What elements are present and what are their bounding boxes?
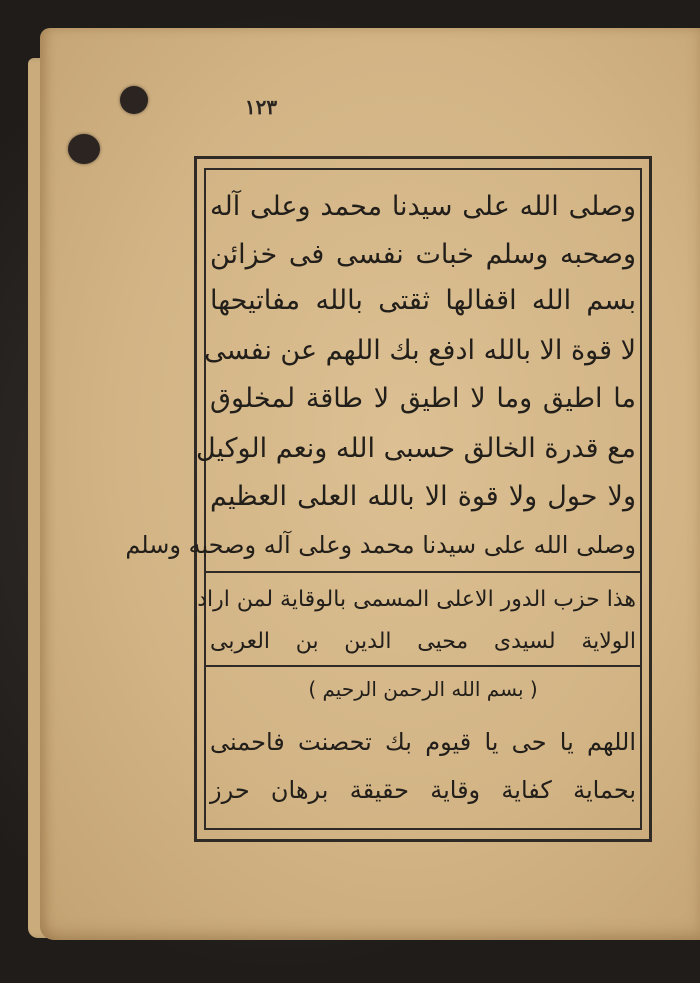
prayer-line-3: بسم الله اقفالها ثقتى بالله مفاتيحها xyxy=(210,285,636,316)
heading-line-1: هذا حزب الدور الاعلى المسمى بالوقاية لمن اراد xyxy=(197,587,636,612)
prayer-line-6: مع قدرة الخالق حسبى الله ونعم الوكيل xyxy=(196,433,636,464)
prayer-line-2: وصحبه وسلم خبات نفسى فى خزائن xyxy=(210,239,636,270)
closing-line-1: اللهم يا حى يا قيوم بك تحصنت فاحمنى xyxy=(210,728,636,756)
prayer-line-8: وصلى الله على سيدنا محمد وعلى آله وصحبه وسلم xyxy=(125,531,636,559)
prayer-line-4: لا قوة الا بالله ادفع بك اللهم عن نفسى xyxy=(204,335,636,366)
binding-hole-bottom xyxy=(68,134,100,164)
prayer-line-1: وصلى الله على سيدنا محمد وعلى آله xyxy=(210,191,636,222)
page-number: ١٢٣ xyxy=(244,95,278,119)
closing-line-2: بحماية كفاية وقاية حقيقة برهان حرز xyxy=(210,776,636,804)
prayer-line-5: ما اطيق وما لا اطيق لا طاقة لمخلوق xyxy=(210,383,636,414)
section-divider-top xyxy=(204,571,642,573)
basmala: ( بسم الله الرحمن الرحيم ) xyxy=(308,677,538,701)
section-divider-bottom xyxy=(204,665,642,667)
heading-line-2: الولاية لسيدى محيى الدين بن العربى xyxy=(210,629,636,654)
prayer-line-7: ولا حول ولا قوة الا بالله العلى العظيم xyxy=(210,481,636,512)
binding-hole-top xyxy=(120,86,148,114)
